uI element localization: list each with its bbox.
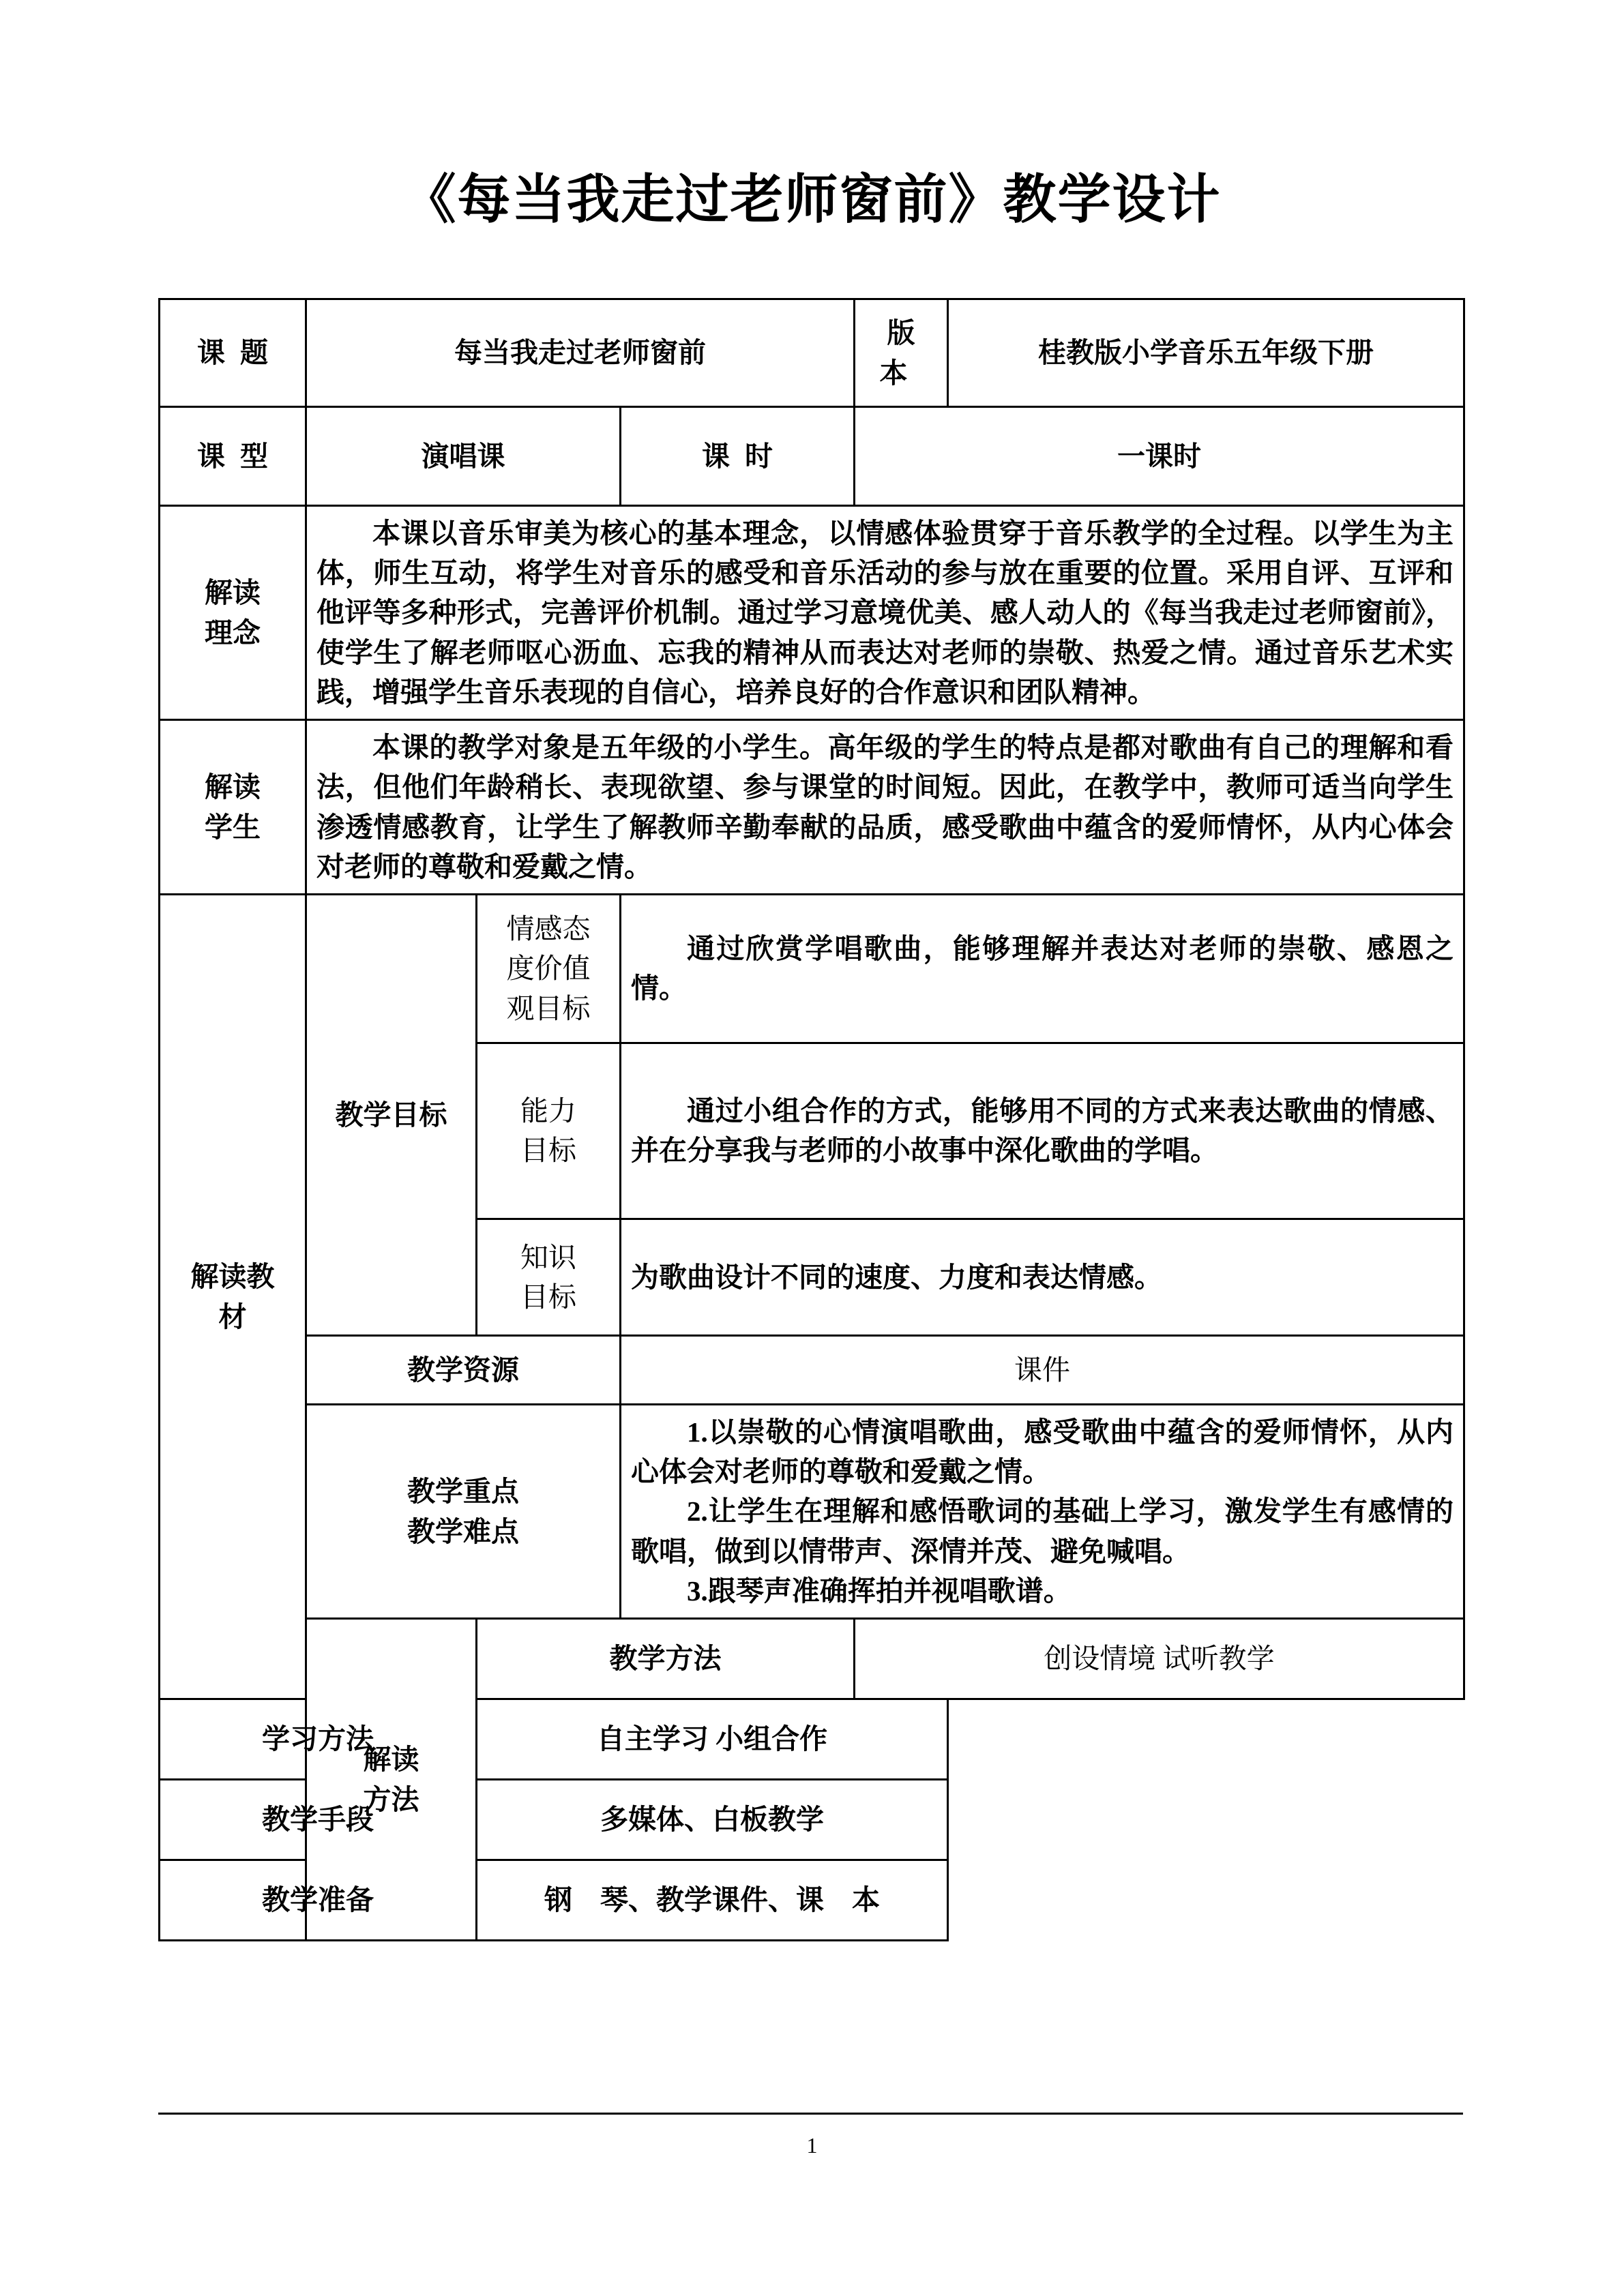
label-objective-knowledge [477,1219,621,1335]
table-row-learning-method [160,1699,1464,1780]
lesson-plan-table [158,298,1465,1941]
table-row-teaching-method [160,1619,1464,1699]
table-row-resources [160,1335,1464,1404]
label-learning-method: 学习方法 [160,1699,477,1780]
page-number: 1 [806,2133,818,2158]
label-objective-knowledge-line2: 目标 [520,1281,576,1313]
label-teaching-objectives: 教学目标 [306,894,477,1335]
table-row-teaching-means [160,1780,1464,1860]
table-row-focus-difficulty [160,1404,1464,1618]
label-interpret-concept [160,506,306,720]
label-lesson-type: 课型 [160,407,306,506]
text-focus-difficulty [621,1404,1464,1618]
label-teaching-preparation: 教学准备 [160,1860,477,1941]
value-teaching-resources: 课件 [621,1335,1464,1404]
paragraph-focus-2: 2.让学生在理解和感悟歌词的基础上学习，激发学生有感情的歌唱，做到以情带声、深情并茂、避免喊唱。 [631,1495,1454,1567]
label-interpret-methods-line1: 解读 [363,1744,419,1776]
label-periods: 课时 [621,407,855,506]
page-title: 《每当我走过老师窗前》教学设计 [402,170,1222,229]
paragraph-objective-knowledge: 为歌曲设计不同的速度、力度和表达情感。 [631,1261,1162,1293]
value-lesson-type: 演唱课 [306,407,621,506]
paragraph-focus-3: 3.跟琴声准确挥拍并视唱歌谱。 [687,1575,1072,1607]
label-teaching-means: 教学手段 [160,1780,477,1860]
label-interpret-methods-line2: 方法 [363,1783,419,1815]
paragraph-objective-attitude: 通过欣赏学唱歌曲，能够理解并表达对老师的崇敬、感恩之情。 [631,933,1454,1004]
text-interpret-students [306,720,1464,895]
label-teaching-method: 教学方法 [477,1619,855,1699]
label-interpret-students-line2: 学生 [205,811,261,843]
label-interpret-concept-line2: 理念 [205,616,261,648]
text-objective-attitude [621,894,1464,1043]
value-learning-method: 自主学习 小组合作 [477,1699,948,1780]
label-objective-attitude-line1: 情感态 [506,913,591,945]
table-row-lesson-type [160,407,1464,506]
table-row-teaching-prep [160,1860,1464,1941]
label-objective-ability [477,1043,621,1219]
label-objective-ability-line1: 能力 [520,1095,576,1127]
text-objective-ability [621,1043,1464,1219]
label-focus-difficulty [306,1404,621,1618]
label-interpret-students [160,720,306,895]
text-interpret-concept [306,506,1464,720]
label-subject: 课题 [160,299,306,407]
label-objective-attitude-line3: 观目标 [506,992,591,1024]
text-objective-knowledge [621,1219,1464,1335]
label-objective-attitude-line2: 度价值 [506,953,591,985]
label-interpret-material-line2: 材 [218,1300,247,1332]
value-version: 桂教版小学音乐五年级下册 [948,299,1464,407]
label-objective-ability-line2: 目标 [520,1135,576,1167]
footer-separator [158,2113,1463,2115]
paragraph-concept: 本课以音乐审美为核心的基本理念，以情感体验贯穿于音乐教学的全过程。以学生为主体，师生互动，将学生对音乐的感受和音乐活动的参与放在重要的位置。采用自评、互评和他评等多种形式，完善评价机制。通过学习意境优美、感人动人的《每当我走过老师窗前》，使学生了解老师呕心沥血、忘我的精神从而表达对老师的崇敬、热爱之情。通过音乐艺术实践，增强学生音乐表现的自信心，培养良好的合作意识和团队精神。 [316,518,1454,708]
label-objective-knowledge-line1: 知识 [520,1241,576,1273]
label-focus-line2: 教学难点 [407,1515,519,1547]
table-row-students [160,720,1464,895]
label-version: 版本 [855,299,948,407]
label-focus-line1: 教学重点 [407,1476,519,1508]
table-row-objective-attitude [160,894,1464,1043]
label-teaching-resources: 教学资源 [306,1335,621,1404]
value-teaching-means: 多媒体、白板教学 [477,1780,948,1860]
paragraph-students: 本课的教学对象是五年级的小学生。高年级的学生的特点是都对歌曲有自己的理解和看法，但他们年龄稍长、表现欲望、参与课堂的时间短。因此，在教学中，教师可适当向学生渗透情感教育，让学生了解教师辛勤奉献的品质，感受歌曲中蕴含的爱师情怀，从内心体会对老师的尊敬和爱戴之情。 [316,732,1454,882]
table-row-subject [160,299,1464,407]
label-interpret-concept-line1: 解读 [205,577,261,609]
value-teaching-method: 创设情境 试听教学 [855,1619,1464,1699]
value-subject: 每当我走过老师窗前 [306,299,855,407]
paragraph-objective-ability: 通过小组合作的方式，能够用不同的方式来表达歌曲的情感、并在分享我与老师的小故事中深化歌曲的学唱。 [631,1095,1454,1167]
label-interpret-students-line1: 解读 [205,771,261,803]
label-interpret-material [160,894,306,1699]
label-objective-attitude [477,894,621,1043]
paragraph-focus-1: 1.以崇敬的心情演唱歌曲，感受歌曲中蕴含的爱师情怀，从内心体会对老师的尊敬和爱戴之情。 [631,1416,1454,1488]
table-row-concept [160,506,1464,720]
label-interpret-material-line1: 解读教 [190,1261,275,1293]
value-teaching-preparation: 钢 琴、教学课件、课 本 [477,1860,948,1941]
value-periods: 一课时 [855,407,1464,506]
